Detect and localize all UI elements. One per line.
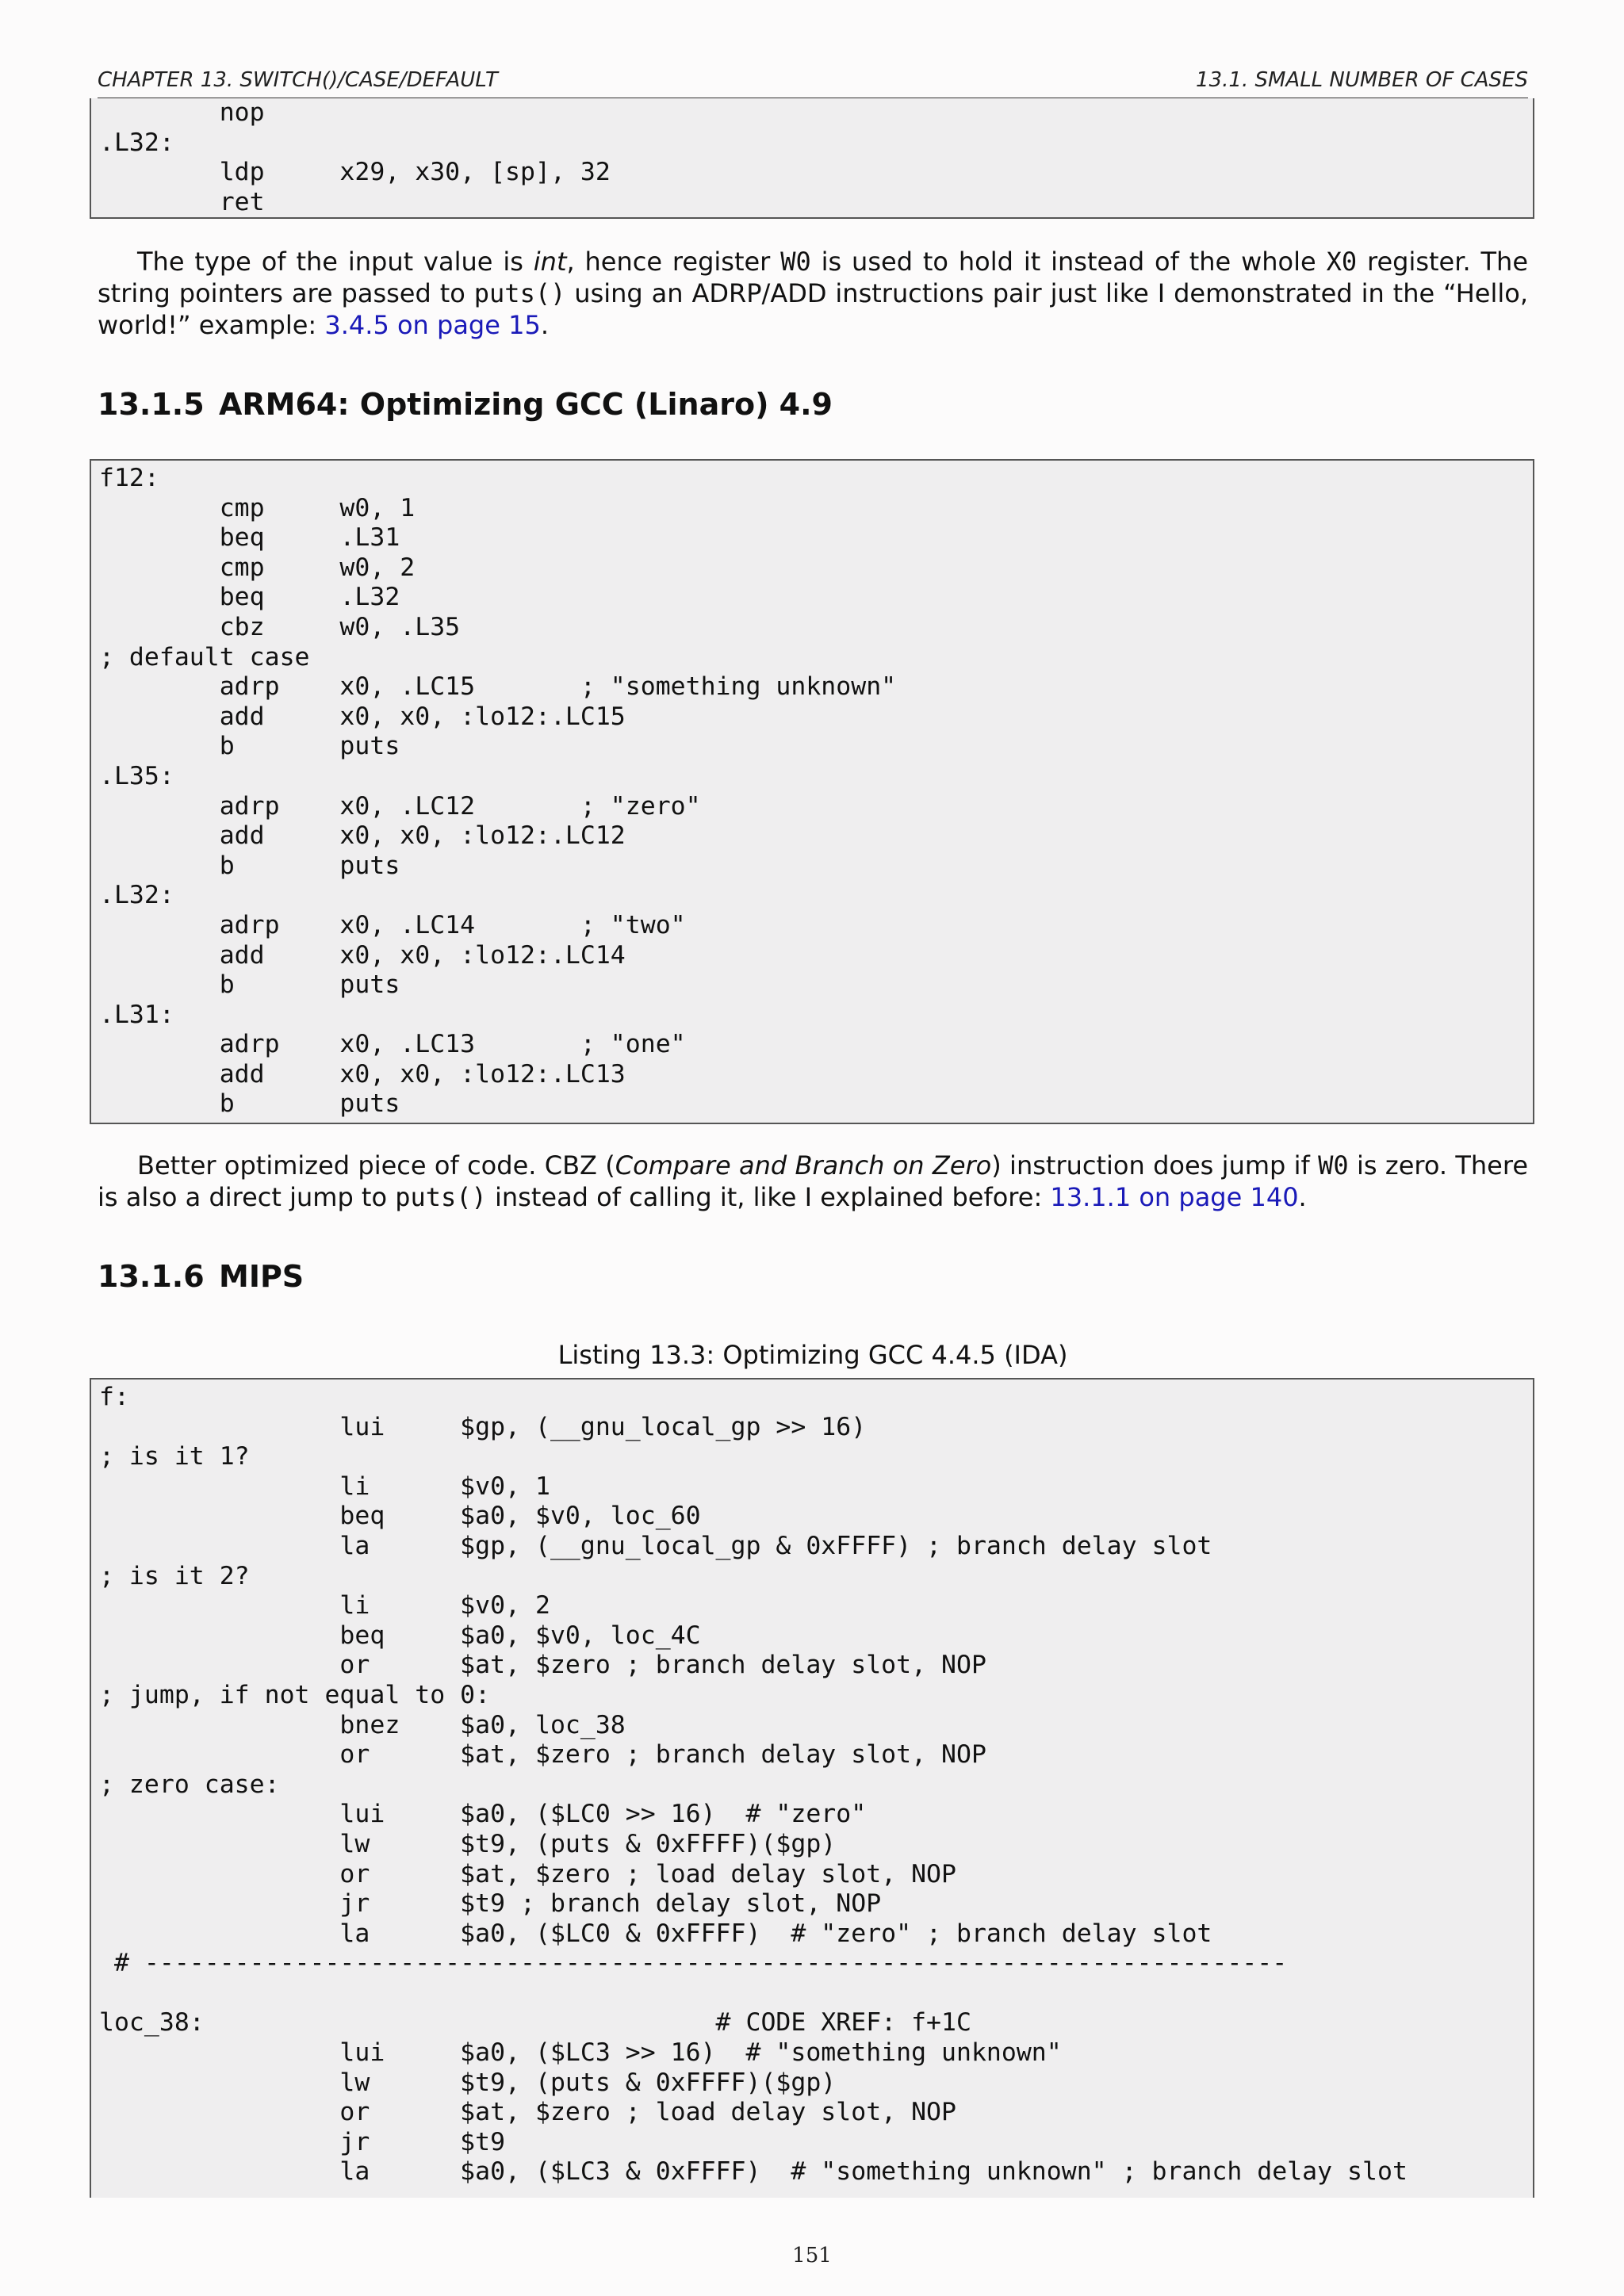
function-name: puts() [473,278,566,308]
code-block [91,1380,1533,2187]
register-name: W0 [780,247,811,277]
code-line: b puts [99,851,400,880]
code-line: b puts [99,1089,400,1119]
section-number: 13.1.5 [98,387,205,422]
text: is zero. There is also a direct jump to [98,1150,1529,1212]
section-title: ARM64: Optimizing GCC (Linaro) 4.9 [219,387,833,422]
header-section: 13.1. SMALL NUMBER OF CASES [1196,68,1528,92]
code-line: cbz w0, .L35 [99,612,461,641]
section-heading-arm64 [98,387,833,422]
text: , hence register [566,247,781,277]
code-line: ldp x29, x30, [sp], 32 [99,158,611,187]
code-line: ; default case [99,642,310,672]
text: instead of calling it, like I explained before: [486,1182,1051,1212]
text: . [540,310,549,340]
function-name: puts() [395,1182,487,1212]
section-number: 13.1.6 [98,1259,205,1294]
code-line: b puts [99,732,400,761]
register-name: W0 [1318,1150,1349,1181]
emphasis: Compare and Branch on Zero [615,1150,992,1181]
code-line: adrp x0, .LC14 ; "two" [99,910,686,939]
code-line: ; jump, if not equal to 0: [99,1680,491,1709]
register-name: X0 [1326,247,1358,277]
code-line: beq .L32 [99,583,400,612]
code-line: bnez $a0, loc_38 [99,1710,626,1739]
text: is used to hold it instead of the whole [810,247,1327,277]
code-line: jr $t9 ; branch delay slot, NOP [99,1889,882,1919]
code-line: or $at, $zero ; load delay slot, NOP [99,2098,956,2127]
cross-reference-link[interactable]: 3.4.5 on page 15 [324,310,541,340]
code-line: nop [99,98,265,127]
code-line: .L32: [99,881,174,910]
code-line: la $a0, ($LC3 & 0xFFFF) # "something unknown" ; branch delay slot [99,2157,1408,2187]
code-line: adrp x0, .LC13 ; "one" [99,1030,686,1059]
code-line: .L35: [99,761,174,790]
code-line: add x0, x0, :lo12:.LC15 [99,702,626,731]
code-line: add x0, x0, :lo12:.LC12 [99,821,626,851]
code-line: ; zero case: [99,1770,280,1799]
text: Better optimized piece of code. CBZ ( [137,1150,615,1181]
code-line: lw $t9, (puts & 0xFFFF)($gp) [99,1829,837,1858]
paragraph-cbz [98,1150,1528,1213]
code-line: b puts [99,970,400,1000]
code-line: lui $gp, (__gnu_local_gp >> 16) [99,1412,867,1441]
code-block [91,461,1533,1123]
cross-reference-link[interactable]: 13.1.1 on page 140 [1050,1182,1299,1212]
code-line: f12: [99,464,159,492]
code-line: or $at, $zero ; load delay slot, NOP [99,1859,956,1888]
code-line: add x0, x0, :lo12:.LC14 [99,940,626,970]
code-line: f: [99,1383,129,1411]
code-line: lui $a0, ($LC3 >> 16) # "something unknown" [99,2038,1062,2068]
code-line: or $at, $zero ; branch delay slot, NOP [99,1651,986,1680]
code-line: ; is it 1? [99,1442,250,1471]
code-line: la $a0, ($LC0 & 0xFFFF) # "zero" ; branch delay slot [99,1919,1212,1948]
code-line: lw $t9, (puts & 0xFFFF)($gp) [99,2068,837,2097]
paragraph-input-type [98,246,1528,341]
page-number: 151 [792,2244,832,2267]
code-listing-arm64 [90,459,1534,1124]
text: using an ADRP/ADD instructions pair just like I demonstrated in the “Hello, world!” example: [98,278,1529,340]
code-line: adrp x0, .LC15 ; "something unknown" [99,672,897,702]
code-line: loc_38: # CODE XREF: f+1C [99,2008,971,2038]
text: register. The string pointers are passed to [98,247,1529,308]
header-chapter: CHAPTER 13. SWITCH()/CASE/DEFAULT [98,68,498,92]
code-line: li $v0, 1 [99,1471,550,1501]
code-block [91,98,1533,217]
code-line: cmp w0, 1 [99,493,416,522]
code-line: li $v0, 2 [99,1591,550,1621]
code-line: add x0, x0, :lo12:.LC13 [99,1059,626,1089]
code-line: adrp x0, .LC12 ; "zero" [99,791,701,821]
code-line: # ---------------------------------------------------------------------------- [99,1949,1288,1978]
section-title: MIPS [219,1259,304,1294]
text: The type of the input value is [137,247,534,277]
code-line: beq .L31 [99,523,400,553]
code-line: .L32: [99,128,174,157]
code-line: ; is it 2? [99,1561,250,1590]
code-line: or $at, $zero ; branch delay slot, NOP [99,1740,986,1770]
emphasis: int [533,247,567,277]
text: . [1298,1182,1307,1212]
code-line: cmp w0, 2 [99,553,416,582]
code-line: beq $a0, $v0, loc_4C [99,1621,701,1650]
code-line: beq $a0, $v0, loc_60 [99,1502,701,1531]
code-line: .L31: [99,1000,174,1029]
section-heading-mips [98,1259,304,1294]
code-line: la $gp, (__gnu_local_gp & 0xFFFF) ; branch delay slot [99,1531,1212,1560]
running-header [98,68,1528,92]
listing-caption: Listing 13.3: Optimizing GCC 4.4.5 (IDA) [557,1340,1068,1370]
code-line: lui $a0, ($LC0 >> 16) # "zero" [99,1800,867,1829]
code-line: ret [99,187,265,216]
code-listing-epilogue [90,98,1534,219]
text: ) instruction does jump if [991,1150,1319,1181]
code-line: jr $t9 [99,2127,506,2156]
code-listing-mips [90,1378,1534,2198]
